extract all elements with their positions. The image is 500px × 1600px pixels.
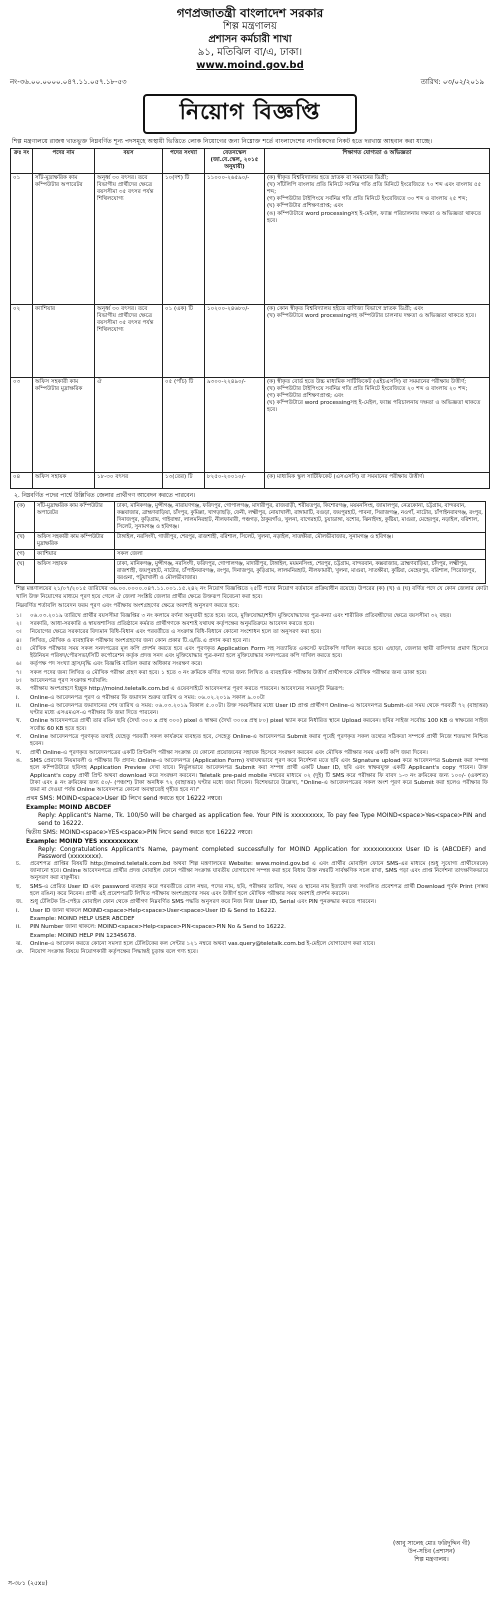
item-text: মৌখিক পরীক্ষার সময় সকল সনদপত্রের মূল কপি প্রদর্শন করতে হবে এবং পূরণকৃত Application Form সহ সত্যায়িত একসেট ফটোকপি দাখিল করতে হবে। এছাড়া, জেলার স্থায়ী বাসিন্দার প্রমাণ হিসেবে ইউনিয়ন পরিষদ/পৌরসভা/সিটি কর্পোরেশন কর্তৃক প্রদত্ত সনদ এবং মুক্তিযোদ্ধার পুত্র-কন্যা হলে মুক্তিযোদ্ধার সনদপত্রের কপি দাখিল করতে হবে। — [30, 645, 488, 660]
item-text: Online-এ আবেদন করতে কোনো সমস্যা হলে টেলিটকের কল সেন্টার ১২১ নম্বরে অথবা vas.query@teletalk.com.bd ই-মেইলে যোগাযোগ করা যাবে। — [30, 940, 376, 947]
age-cell: অনূর্ধ্ব ৩০ বৎসর। তবে বিভাগীয় প্রার্থীদের ক্ষেত্রে বয়সসীমা ৩৫ বৎসর পর্যন্ত শিথিলযোগ্য — [95, 304, 163, 377]
issue-date: তারিখ: ০৩/০২/২০১৯ — [420, 78, 484, 86]
districts-cell: ঢাকা, মানিকগঞ্জ, মুন্সীগঞ্জ, নরসিংদী, ফরিদপুর, গোপালগঞ্জ, মাদারীপুর, টাঙ্গাইল, ময়মনসিংহ, শেরপুর, চট্টগ্রাম, বান্দরবান, কক্সবাজার, ব্রাহ্মণবাড়িয়া, চাঁদপুর, লক্ষ্মীপুর, রাজশাহী, জয়পুরহাট, নাটোর, চাঁপাইনবাবগঞ্জ, রংপুর, দিনাজপুর, কুড়িগ্রাম, লালমনিরহাট, নীলফামারী, খুলনা, মাগুরা, সাতক্ষীরা, কুষ্টিয়া, মেহেরপুর, বরিশাল, পিরোজপুর, বরগুনা, পটুয়াখালী ও মৌলভীবাজার। — [115, 560, 486, 584]
list-item — [16, 933, 488, 940]
item-number: চ. — [16, 860, 21, 867]
table-row — [11, 304, 490, 377]
ministry-name: শিল্প মন্ত্রণালয় — [223, 21, 277, 32]
item-number: i. — [16, 694, 20, 701]
qualification-cell: (ক) কোন স্বীকৃত বিশ্ববিদ্যালয় হইতে বাণিজ্য বিভাগে স্নাতক ডিগ্রী; এবং (খ) কম্পিউটারে word processingসহ কম্পিউটার চালনায় দক্ষতা ও অভিজ্ঞতা থাকতে হবে। — [265, 304, 490, 377]
item-number: ছ. — [16, 883, 22, 890]
item-number: ৮। — [16, 678, 22, 684]
item-text: SMS-এ প্রেরিত User ID এবং password ব্যবহার করে পরবর্তীতে রোল নম্বর, পদের নাম, ছবি, পরীক্ষার তারিখ, সময় ও স্থানের নাম ইত্যাদি তথ্য সংবলিত প্রবেশপত্র প্রার্থী Download পূর্বক Print (সম্ভব হলে রঙিন) করে নিবেন। প্রার্থী এই প্রবেশপত্রটি লিখিত পরীক্ষায় অংশগ্রহণের সময় এবং উত্তীর্ণ হলে মৌখিক পরীক্ষার সময় অবশ্যই প্রদর্শন করবেন। — [30, 883, 488, 898]
post-count-cell: ০১ (এক) টি — [163, 304, 205, 377]
list-item — [16, 695, 488, 702]
signatory-office: শিল্প মন্ত্রণালয়। — [414, 1556, 449, 1563]
first-sms-reply: Reply: Applicant's Name, Tk. 100/50 will be charged as application fee. Your PIN is xxxxxxxxx, To pay fee Type MOIND<space>Yes<space>PIN and send to 16222. — [38, 812, 486, 828]
item-number: ৫। — [16, 645, 22, 652]
item-text: Online-এ আবেদনপত্র জমাদানের শেষ তারিখ ও সময়: ০৬.০৩.২০১৯ বিকাল ৫.০০টা। উক্ত সময়সীমার মধ্যে User ID প্রাপ্ত প্রার্থীগণ Online-এ আবেদনপত্র Submit-এর সময় থেকে পরবর্তী ৭২ (বাহাত্তর) ঘণ্টার মধ্যে এসএমএস-এ পরীক্ষার ফি জমা দিতে পারবেন। — [30, 702, 488, 717]
list-item — [16, 661, 488, 668]
age-cell: অনূর্ধ্ব ৩০ বৎসর। তবে বিভাগীয় প্রার্থীদের ক্ষেত্রে বয়সসীমা ৩৫ বৎসর পর্যন্ত শিথিলযোগ্য — [95, 173, 163, 304]
post-name-cell: অফিস সহকারী কাম কম্পিউটার মুদ্রাক্ষরিক — [35, 533, 115, 550]
item-text: Example: MOIND HELP PIN 12345678. — [30, 932, 137, 939]
row-key: (গ) — [15, 550, 35, 560]
item-text: Example: MOIND HELP USER ABCDEF — [30, 915, 135, 922]
terms-list — [4, 613, 496, 686]
list-item — [16, 718, 488, 733]
post-name-cell: অফিস সহায়ক — [35, 560, 115, 584]
item-number: ঘ. — [16, 749, 22, 756]
signatory-designation: উপ-সচিব (প্রশাসন) — [407, 1548, 456, 1555]
age-cell: ঐ — [95, 377, 163, 472]
list-item — [16, 949, 488, 956]
column-header: ক্রঃ নং — [11, 149, 33, 174]
column-header: পদের সংখ্যা — [163, 149, 205, 174]
post-name-cell: অফিস সহায়ক — [33, 472, 95, 488]
item-number: ঙ. — [16, 757, 22, 764]
item-text: প্রবেশপত্র প্রাপ্তির বিষয়টি http://moind.teletalk.com.bd অথবা শিল্প মন্ত্রণালয়ের Website: www.moind.gov.bd এ এবং প্রার্থীর মোবাইল ফোনে SMS-এর মাধ্যমে (শুধু সুযোগ্য প্রার্থীদেরকে) জানানো হবে। Online আবেদনপত্রে প্রার্থীর প্রদত্ত মোবাইল ফোনে পরীক্ষা সংক্রান্ত যাবতীয় যোগাযোগ সম্পন্ন করা হবে বিধায় উক্ত নম্বরটি সার্বক্ষণিক সচল রাখা, SMS পড়া এবং প্রাপ্ত নির্দেশনা তাৎক্ষণিকভাবে অনুসরণ করা বাঞ্ছনীয়। — [30, 860, 488, 882]
item-number: ১। — [16, 612, 22, 619]
reference-line — [10, 76, 484, 88]
item-number: ঞ. — [16, 949, 24, 956]
post-count-cell: ০৫ (পাঁচ) টি — [163, 377, 205, 472]
item-number: ৩। — [16, 629, 22, 636]
item-number: ৬। — [16, 661, 22, 668]
district-note: ২. নিম্নবর্ণিত পদের পার্শ্বে উল্লিখিত জেলার প্রার্থীগণ আবেদন করতে পারবেন। — [14, 491, 196, 499]
column-header: বেতনস্কেল (জা.বে.স্কেল, ২০১৫ অনুযায়ী) — [205, 149, 265, 174]
districts-cell: টাঙ্গাইল, নরসিংদী, গাজীপুর, শেরপুর, রাজশাহী, বরিশাল, সিলেট, খুলনা, নড়াইল, সাতক্ষীরা, মৌলভীবাজার, সুনামগঞ্জ ও হবিগঞ্জ। — [115, 533, 486, 550]
pay-scale-cell: ১০২০০-২৪৬৮০/- — [205, 304, 265, 377]
list-item — [16, 621, 488, 628]
first-sms-example: Example: MOIND ABCDEF — [26, 804, 112, 812]
address: ৯১, মতিঝিল বা/এ, ঢাকা। — [197, 47, 303, 58]
first-sms-label: প্রথম SMS: MOIND<space>User ID লিখে send করতে হবে 16222 নম্বরে। — [26, 795, 223, 803]
intro-paragraph: শিল্প মন্ত্রণালয়ে রাজস্ব খাতভুক্ত নিম্নবর্ণিত শূন্য পদসমূহে অস্থায়ী ভিত্তিতে লোক নিয়োগের জন্য নিম্নোক্ত শর্তে বাংলাদেশের নাগরিকদের নিকট হতে দরখাস্ত আহবান করা যাচ্ছে। — [12, 138, 433, 145]
serial-cell: ০৩ — [11, 377, 33, 472]
item-number: জ. — [16, 899, 23, 906]
pay-scale-cell: ৮২৫০-২০০১০/- — [205, 472, 265, 488]
item-text: নিয়োগের ক্ষেত্রে সরকারের বিদ্যমান বিধি-বিধান এবং পরবর্তীতে এ সংক্রান্ত বিধি-বিধানে কোনো সংশোধন হলে তা অনুসরণ করা হবে। — [30, 629, 322, 636]
qualification-cell: (ক) স্বীকৃত বোর্ড হতে উচ্চ মাধ্যমিক সার্টিফিকেট (এইচএসসি) বা সমমানের পরীক্ষায় উত্তীর্ণ; (খ) কম্পিউটার টাইপিংয়ে সর্বনিম্ন গতি প্রতি মিনিটে ইংরেজিতে ২০ শব্দ ও বাংলায় ২০ শব্দ; (গ) কম্পিউটার প্রশিক্ষণপ্রাপ্ত; এবং (ঘ) কম্পিউটারে word processingসহ ই-মেইল, ফ্যাক্স পরিচালনায় দক্ষতা ও অভিজ্ঞতা থাকতে হবে। — [265, 377, 490, 472]
districts-cell: সকল জেলা — [115, 550, 486, 560]
item-number: খ. — [16, 718, 22, 725]
item-number: গ. — [16, 734, 22, 741]
page-title: নিয়োগ বিজ্ঞপ্তি — [143, 94, 357, 134]
sms-instructions — [4, 795, 496, 860]
row-key: (ক) — [15, 502, 35, 533]
signature-block — [393, 1540, 470, 1564]
column-header: বয়স — [95, 149, 163, 174]
item-text: SMS প্রেরণের নিয়মাবলী ও পরীক্ষার ফি প্রদান: Online-এ আবেদনপত্র (Application Form) যথাযথভাবে পূরণ করে নির্দেশনা মতে ছবি এবং Signature upload করে আবেদনপত্র Submit করা সম্পন্ন হলে কম্পিউটারে ছবিসহ Application Preview দেখা যাবে। নির্ভুলভাবে আবেদনপত্র Submit করা সম্পন্ন প্রার্থী একটি User ID, ছবি এবং স্বাক্ষরযুক্ত একটি Applicant's copy পাবেন। উক্ত Applicant's copy প্রার্থী প্রিন্ট অথবা download করে সংরক্ষণ করবেন। Teletalk pre-paid mobile নম্বরের মাধ্যমে ০২ (দুই) টি SMS করে পরীক্ষার ফি বাবদ ১-৩ নং ক্রমিকের জন্য ১০০/- (একশত) টাকা এবং ৪ নং ক্রমিকের জন্য ৫০/- (পঞ্চাশ) টাকা অনধিক ৭২ (বাহাত্তর) ঘণ্টার মধ্যে জমা দিবেন। বিশেষভাবে উল্লেখ্য, "Online-এ আবেদনপত্রের সকল অংশ পূরণ করে Submit করা হলেও পরীক্ষার ফি জমা না দেওয়া পর্যন্ত Online আবেদনপত্র কোনো অবস্থাতেই গৃহীত হবে না।" — [30, 757, 488, 794]
qualification-cell: (ক) স্বীকৃত বিশ্ববিদ্যালয় হতে স্নাতক বা সমমানের ডিগ্রী; (খ) সাঁটলিপি বাংলায় প্রতি মিনিটে সর্বনিম্ন গতি প্রতি মিনিটে ইংরেজিতে ৭০ শব্দ এবং বাংলায় ৫৫ শব্দ; (গ) কম্পিউটার টাইপিংয়ে সর্বনিম্ন গতি প্রতি মিনিটে ইংরেজিতে ৩০ শব্দ ও বাংলায় ২৫ শব্দ; (ঘ) কম্পিউটার প্রশিক্ষণপ্রাপ্ত; এবং (ঙ) কম্পিউটারে word processingসহ ই-মেইল, ফ্যাক্স পরিচালনায় দক্ষতা ও অভিজ্ঞতা থাকতে হবে। — [265, 173, 490, 304]
qualification-cell: (ক) মাধ্যমিক স্কুল সার্টিফিকেট (এসএসসি) বা সমমানের পরীক্ষায় উত্তীর্ণ। — [265, 472, 490, 488]
list-item — [16, 908, 488, 915]
column-header: শিক্ষাগত যোগ্যতা ও অভিজ্ঞতা — [265, 149, 490, 174]
list-item — [16, 613, 488, 620]
table-row — [15, 550, 486, 560]
item-number: ৪। — [16, 637, 22, 644]
list-item — [16, 861, 488, 883]
job-circular-page — [4, 4, 496, 1596]
item-text: PIN Number জানা থাকলে: MOIND<space>Help<space>PIN<space>PIN No & Send to 16222. — [30, 924, 286, 931]
item-text: ০৬.০৩.২০১৯ তারিখে প্রার্থীর বয়সসীমা বিজ্ঞপ্তির ৩ নং কলামে বর্ণনা অনুযায়ী হতে হবে। তবে, মুক্তিযোদ্ধা/শহীদ মুক্তিযোদ্ধাদের পুত্র-কন্যা এবং শারীরিক প্রতিবন্ধীদের ক্ষেত্রে বয়সসীমা ৩২ বছর। — [30, 612, 452, 619]
serial-cell: ০১ — [11, 173, 33, 304]
website-link[interactable]: www.moind.gov.bd — [196, 60, 304, 71]
list-item — [16, 899, 488, 906]
post-name-cell: ক্যাশিয়ার — [33, 304, 95, 377]
row-key: (খ) — [15, 533, 35, 550]
districts-cell: ঢাকা, মানিকগঞ্জ, মুন্সীগঞ্জ, নারায়ণগঞ্জ, ফরিদপুর, গোপালগঞ্জ, মাদারীপুর, রাজবাড়ী, শরীয়তপুর, কিশোরগঞ্জ, ময়মনসিংহ, জামালপুর, নেত্রকোনা, চট্টগ্রাম, বান্দরবান, কক্সবাজার, ব্রাহ্মণবাড়িয়া, চাঁদপুর, কুমিল্লা, খাগড়াছড়ি, ফেনী, লক্ষ্মীপুর, নোয়াখালী, রাঙ্গামাটি, বগুড়া, জয়পুরহাট, পাবনা, সিরাজগঞ্জ, নওগাঁ, নাটোর, চাঁপাইনবাবগঞ্জ, রংপুর, দিনাজপুর, কুড়িগ্রাম, গাইবান্ধা, লালমনিরহাট, নীলফামারী, পঞ্চগড়, ঠাকুরগাঁও, খুলনা, বাগেরহাট, চুয়াডাঙ্গা, যশোর, ঝিনাইদহ, কুষ্টিয়া, মাগুরা, মেহেরপুর, নড়াইল, বরিশাল, সিলেট, সুনামগঞ্জ ও হবিগঞ্জ। — [115, 502, 486, 533]
item-number: ৭। — [16, 669, 22, 676]
list-item — [16, 678, 488, 685]
item-number: i. — [16, 907, 20, 914]
item-number — [16, 933, 30, 940]
signatory-name: (আবু সালেহ মোঃ ফরিদুদ্দিন গী) — [392, 1540, 470, 1547]
quota-paragraph: শিল্প মন্ত্রণালয়ের ২১/০৭/২০১৫ তারিখের ৩৬.০০.০০০০.০৪৭.১১.০০১.১৫.২৪২ নং নিয়োগ বিজ্ঞপ্তিতে ২৫টি পদের নিয়োগ বর্তমানে প্রক্রিয়াধীন রয়েছে। উপরের (ক) (খ) ও (ঘ) বর্ণিত পদে যে কোন জেলার কোটা খালি উক্ত নিয়োগের মাধ্যমে পূরণ হয়ে গেলে ঐ জেলা সংশ্লিষ্ট জেলার প্রার্থীর ক্ষেত্রে উক্তরূপ বিবেচনা করা হবে। — [16, 586, 488, 600]
item-text: User ID জানা থাকলে MOIND<space>Help<space>User<space>User ID & Send to 16222. — [30, 907, 277, 914]
pay-scale-cell: ৯৩০০-২২৪৯০/- — [205, 377, 265, 472]
table-row — [11, 472, 490, 488]
table-header-row — [11, 149, 490, 174]
age-cell: ১৮-৩০ বৎসর — [95, 472, 163, 488]
item-text: শুধু টেলিটক প্রি-পেইড মোবাইল ফোন থেকে প্রার্থীগণ নিম্নবর্ণিত SMS পদ্ধতি অনুসরণ করে নিজ নিজ User ID, Serial এবং PIN পুনরুদ্ধার করতে পারবেন। — [30, 899, 377, 906]
item-number: ii. — [16, 924, 21, 931]
list-item — [16, 924, 488, 931]
item-text: Online আবেদনপত্রে প্রার্থী তার রঙিন ছবি (দৈর্ঘ্য ৩০০ x প্রস্থ ৩০০) pixel ও স্বাক্ষর (দৈর্ঘ্য ৩০০x প্রস্থ ৮০) pixel স্ক্যান করে নির্ধারিত স্থানে Upload করবেন। ছবির সাইজ সর্বোচ্চ 100 KB ও স্বাক্ষরের সাইজ সর্বোচ্চ 60 KB হতে হবে। — [30, 718, 488, 732]
list-item — [16, 884, 488, 899]
document-header — [4, 6, 496, 72]
item-text: সকল পদের জন্য লিখিত ও মৌখিক পরীক্ষা গ্রহণ করা হবে। ১ হতে ৩ নং ক্রমিকে বর্ণিত পদের জন্য লিখিত ও ব্যবহারিক পরীক্ষায় উত্তীর্ণ প্রার্থীগণকে মৌখিক পরীক্ষার জন্য ডাকা হবে। — [30, 669, 427, 676]
list-item — [16, 703, 488, 718]
list-item — [16, 916, 488, 923]
row-key: (ঘ) — [15, 560, 35, 584]
item-text: নিয়োগ সংক্রান্ত বিষয়ে নিয়োগকারী কর্তৃপক্ষের সিদ্ধান্তই চূড়ান্ত বলে গণ্য হবে। — [30, 949, 198, 956]
list-item — [16, 686, 488, 693]
table-row — [11, 173, 490, 304]
item-text: Online আবেদনপত্রে পূরণকৃত তথ্যই যেহেতু পরবর্তী সকল কার্যক্রমে ব্যবহৃত হবে, সেহেতু Online-এ আবেদনপত্র Submit করার পূর্বেই পূরণকৃত সকল তথ্যের সঠিকতা সম্পর্কে প্রার্থী নিজে শতভাগ নিশ্চিত হবেন। — [30, 734, 488, 748]
item-text: কর্তৃপক্ষ পদ সংখ্যা হ্রাস/বৃদ্ধি এবং বিজ্ঞপ্তি বাতিল করার অধিকার সংরক্ষণ করে। — [30, 661, 203, 668]
list-item — [16, 638, 488, 645]
post-count-cell: ১৩(তের) টি — [163, 472, 205, 488]
column-header: পদের নাম — [33, 149, 95, 174]
list-item — [16, 670, 488, 677]
table-row — [11, 377, 490, 472]
item-text: পরীক্ষায় অংশগ্রহণে ইচ্ছুক http://moind.teletalk.com.bd এ ওয়েবসাইটে আবেদনপত্র পূরণ করতে পারবেন। আবেদনের সময়সূচী নিম্নরূপ: — [30, 686, 344, 693]
list-item — [16, 941, 488, 948]
serial-cell: ০২ — [11, 304, 33, 377]
footer-code: স-৩৮১ (২৫x৪) — [8, 1580, 48, 1587]
post-count-cell: ১০(দশ) টি — [163, 173, 205, 304]
item-text: Online-এ আবেদনপত্র পূরণ ও পরীক্ষার ফি জমাদান শুরুর তারিখ ও সময়: ০৬.০২.২০১৯ সকাল ৯.০০টা — [30, 694, 265, 701]
post-name-cell: সাঁট-মুদ্রাক্ষরিক কাম কম্পিউটার অপারেটর — [35, 502, 115, 533]
admit-card-list — [4, 861, 496, 957]
item-number: ঝ. — [16, 940, 23, 947]
table-row — [15, 502, 486, 533]
list-item — [16, 758, 488, 794]
post-name-cell: সাঁট-মুদ্রাক্ষরিক কাম কম্পিউটার অপারেটর — [33, 173, 95, 304]
post-name-cell: অফিস সহকারী কাম কম্পিউটার মুদ্রাক্ষরিক — [33, 377, 95, 472]
serial-cell: ০৪ — [11, 472, 33, 488]
item-text: সরকারি, আধা-সরকারি ও স্বায়ত্তশাসিত প্রতিষ্ঠানে কর্মরত প্রার্থীগণকে অবশ্যই যথাযথ কর্তৃপক্ষের অনুমতিক্রমে আবেদন করতে হবে। — [30, 620, 315, 627]
reference-number: নং-৩৬.০০.০০০০.০৪৭.১১.০৫৭.১৮-৫৩ — [10, 78, 127, 86]
district-table — [14, 501, 486, 584]
list-item — [16, 734, 488, 749]
item-number: ২। — [16, 620, 22, 627]
table-row — [15, 560, 486, 584]
second-sms-reply: Reply: Congratulations Applicant's Name, payment completed successfully for MOIND Application for xxxxxxxxxxx User ID is (ABCDEF) and Password (xxxxxxxx). — [38, 845, 486, 861]
second-sms-label: দ্বিতীয় SMS: MOIND<space>YES<space>PIN লিখে send করতে হবে 16222 নম্বরে। — [26, 828, 253, 836]
item-number: ii. — [16, 702, 21, 709]
item-text: লিখিত, মৌখিক ও ব্যবহারিক পরীক্ষায় অংশগ্রহণের জন্য কোন প্রকার টি.এ/ডি.এ প্রদান করা হবে না। — [30, 637, 250, 644]
online-application-list — [4, 686, 496, 794]
second-sms-example: Example: MOIND YES xxxxxxxxxx — [26, 837, 139, 845]
item-text: আবেদনপত্র পূরণ সংক্রান্ত শর্তাবলি: — [30, 678, 108, 684]
section-name: প্রশাসন কর্মচারী শাখা — [208, 34, 292, 45]
govt-name: গণপ্রজাতন্ত্রী বাংলাদেশ সরকার — [176, 6, 324, 20]
list-item — [16, 646, 488, 661]
list-item — [16, 750, 488, 757]
item-number — [16, 916, 30, 923]
post-name-cell: ক্যাশিয়ার — [35, 550, 115, 560]
item-number: ক. — [16, 686, 22, 693]
table-row — [15, 533, 486, 550]
list-item — [16, 629, 488, 636]
item-text: প্রার্থী Online-এ পূরণকৃত আবেদনপত্রের একটি প্রিন্টকপি পরীক্ষা সংক্রান্ত যে কোনো প্রয়োজনের সহায়ক হিসেবে সংরক্ষণ করবেন এবং মৌখিক পরীক্ষার সময় একটি কপি জমা দিবেন। — [30, 749, 428, 756]
posts-table — [10, 148, 490, 489]
pay-scale-cell: ১১০০০-২৬৫৯০/- — [205, 173, 265, 304]
terms-intro: নিম্নবর্ণিত শর্তাবলি আবেদন ফরম পূরণ এবং পরীক্ষায় অংশগ্রহণের ক্ষেত্রে অবশ্যই অনুসরণ করতে হবে: — [16, 603, 240, 610]
